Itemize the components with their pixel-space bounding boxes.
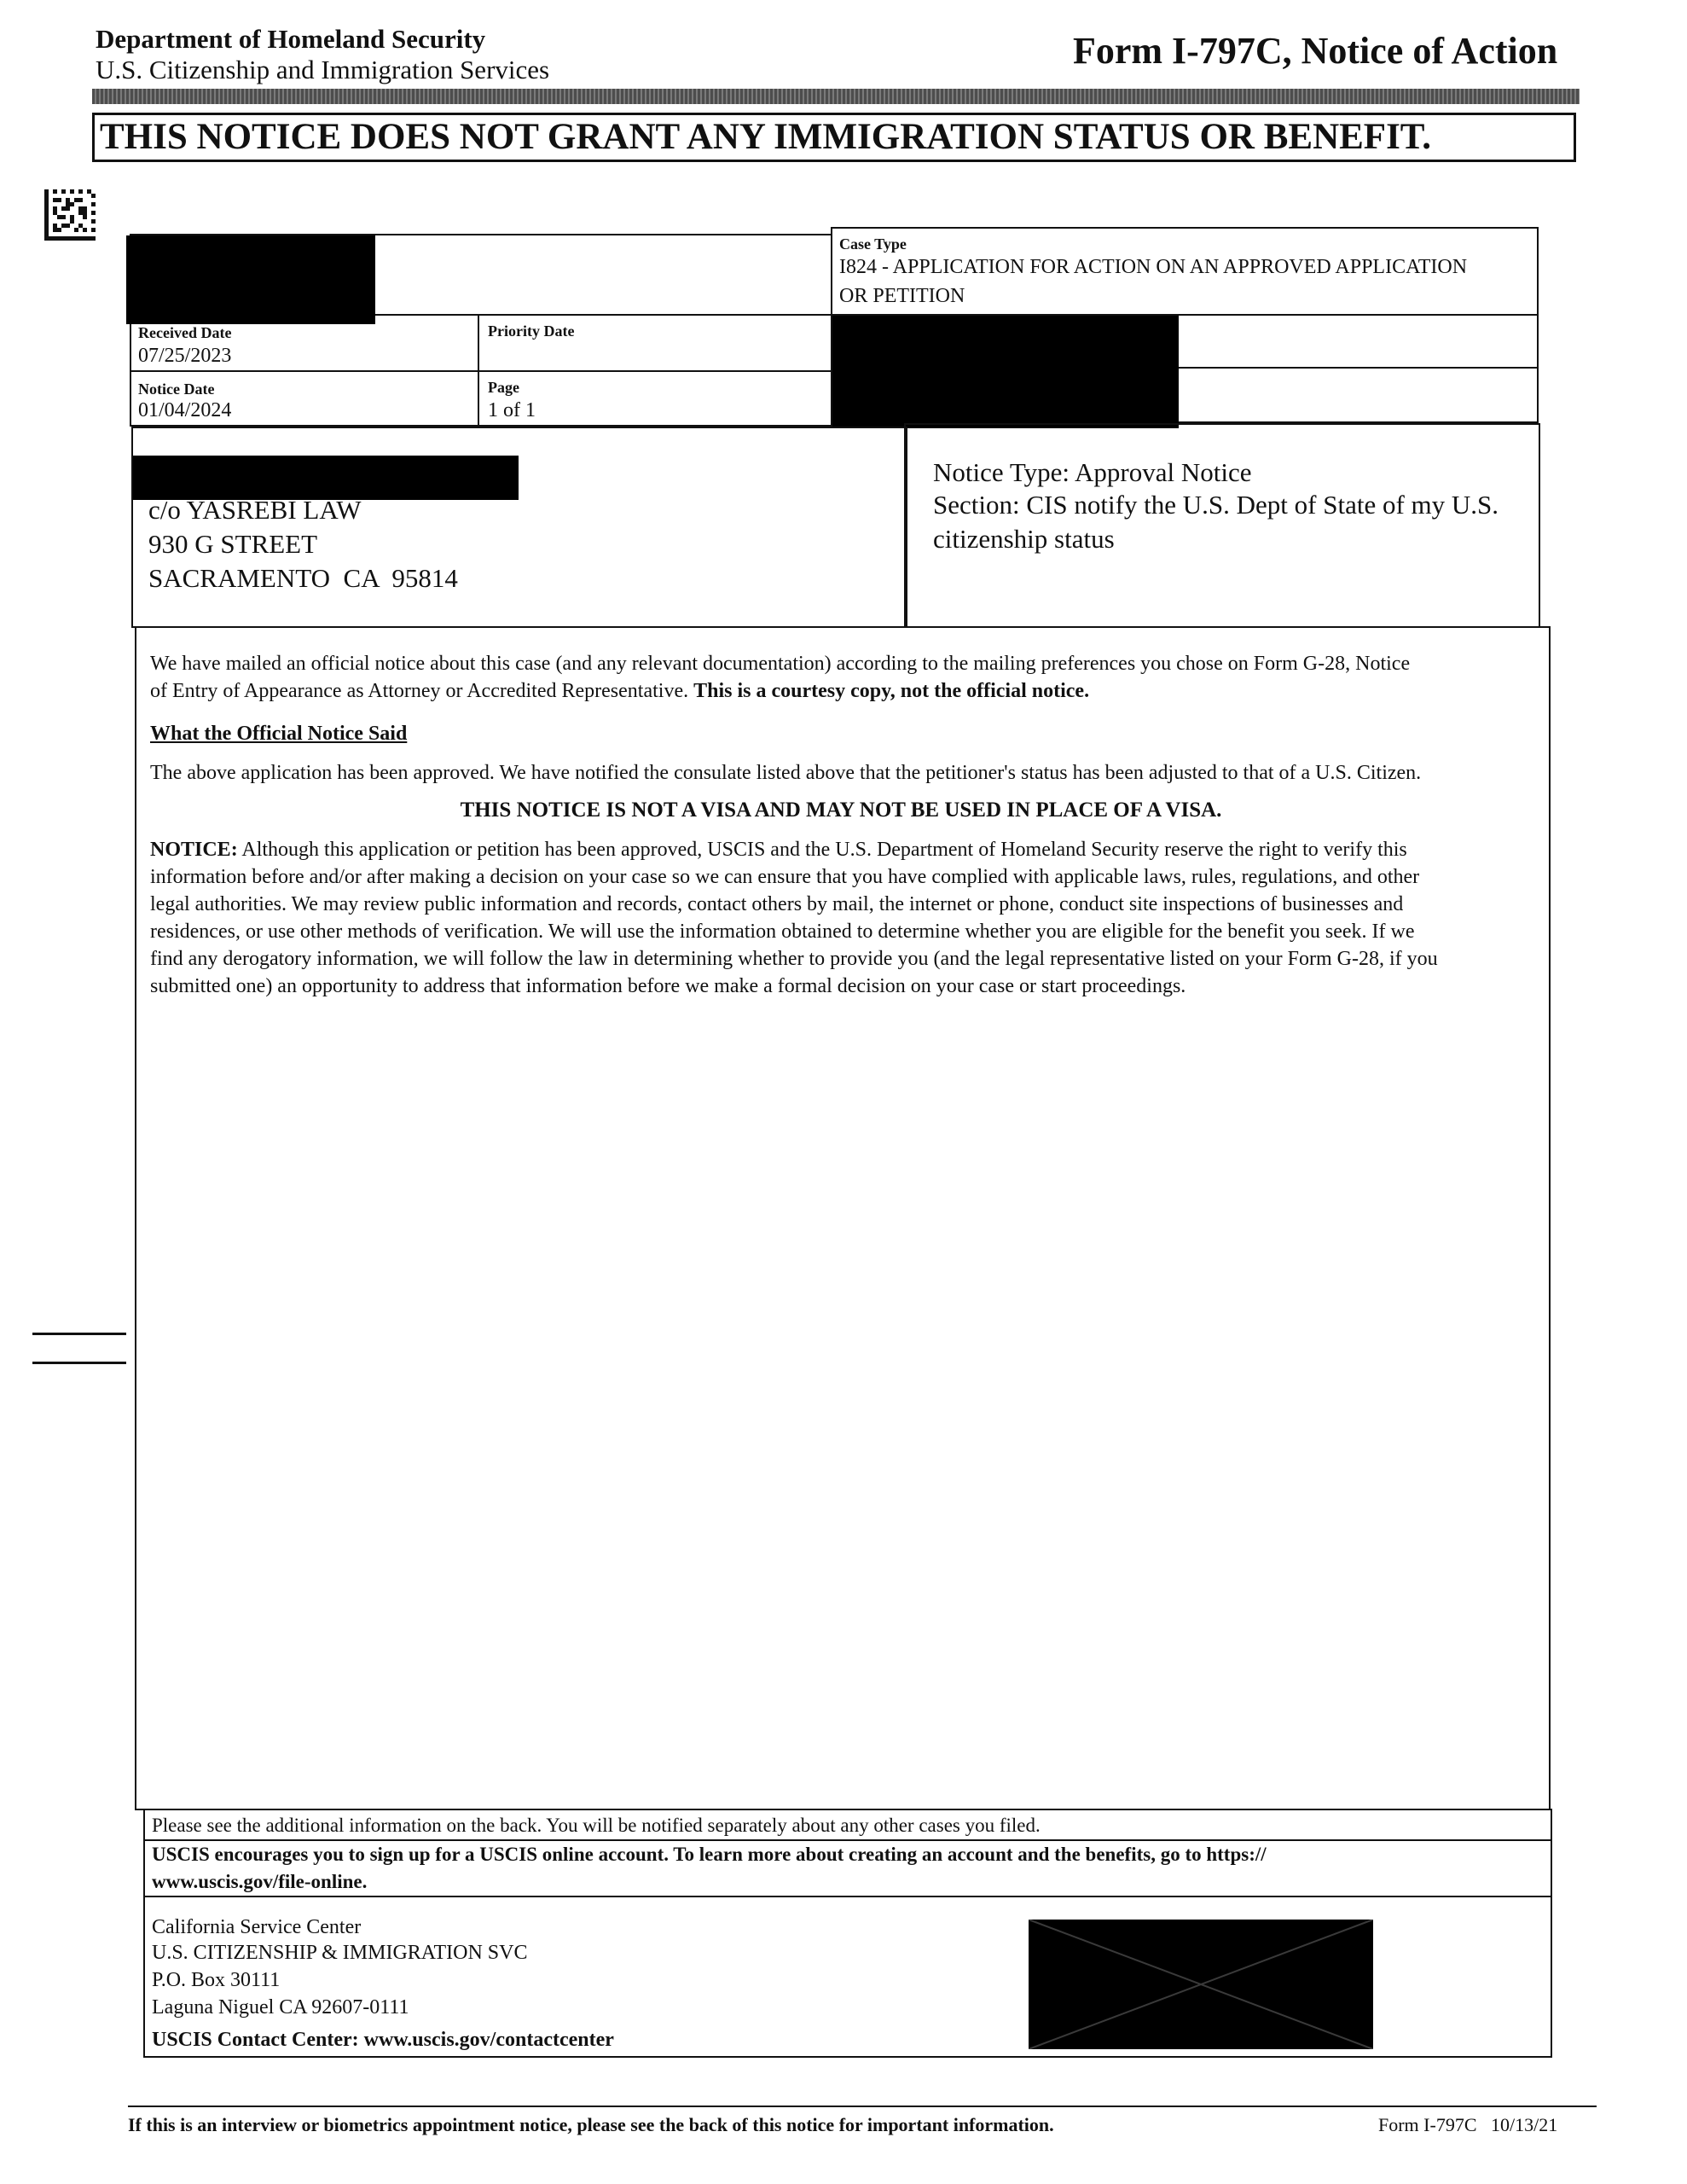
margin-mark-lower [32, 1362, 126, 1364]
online-account-line2: www.uscis.gov/file-online. [152, 1871, 368, 1892]
section-heading: What the Official Notice Said [150, 723, 408, 745]
approval-statement: The above application has been approved. We have notified the consulate listed above that the petitioner's status has been adjusted to that of a U.S. Citizen. [150, 762, 1422, 784]
service-center-line1: California Service Center [152, 1916, 362, 1938]
notice-section-line1: Section: CIS notify the U.S. Dept of State of my U.S. [933, 490, 1499, 520]
verification-line6: submitted one) an opportunity to address that information before we make a formal decision on your case or start proceedings. [150, 975, 1186, 997]
notice-date-label: Notice Date [138, 380, 215, 398]
notice-section-line2: citizenship status [933, 524, 1115, 554]
department-name: Department of Homeland Security [96, 24, 486, 54]
bottom-rule [128, 2106, 1597, 2107]
notice-label: NOTICE: [150, 839, 238, 861]
agency-name: U.S. Citizenship and Immigration Services [96, 55, 550, 84]
case-type-line1: I824 - APPLICATION FOR ACTION ON AN APPROVED APPLICATION [839, 256, 1468, 278]
courtesy-copy-emphasis: This is a courtesy copy, not the official notice. [693, 680, 1090, 702]
courtesy-copy-line2 [150, 677, 1523, 705]
form-edition: Form I-797C 10/13/21 [1378, 2114, 1558, 2135]
additional-info-text: Please see the additional information on the back. You will be notified separately about any other cases you filed. [152, 1815, 1041, 1836]
verification-line3: legal authorities. We may review public information and records, contact others by mail, the internet or phone, conduct site inspections of businesses and [150, 893, 1404, 915]
received-date-label: Received Date [138, 324, 232, 341]
service-center-line3: P.O. Box 30111 [152, 1969, 281, 1991]
service-center-line2: U.S. CITIZENSHIP & IMMIGRATION SVC [152, 1942, 528, 1964]
redacted-recipient-name [133, 456, 519, 500]
address-line3: SACRAMENTO CA 95814 [148, 563, 458, 593]
notice-text-1: Although this application or petition has been approved, USCIS and the U.S. Department of Homeland Security reserve the right to verify this [241, 839, 1407, 861]
margin-mark-upper [32, 1333, 126, 1335]
case-type-label: Case Type [839, 235, 907, 253]
status-disclaimer-banner: THIS NOTICE DOES NOT GRANT ANY IMMIGRATION STATUS OR BENEFIT. [92, 113, 1576, 162]
received-date: 07/25/2023 [138, 345, 232, 367]
visa-warning: THIS NOTICE IS NOT A VISA AND MAY NOT BE USED IN PLACE OF A VISA. [460, 799, 1222, 822]
appointment-note: If this is an interview or biometrics appointment notice, please see the back of this notice for important information. [128, 2114, 1054, 2135]
verification-line1 [150, 836, 1549, 863]
form-title: Form I-797C, Notice of Action [1073, 30, 1558, 72]
address-line2: 930 G STREET [148, 529, 318, 559]
contact-center: USCIS Contact Center: www.uscis.gov/contactcenter [152, 2029, 614, 2051]
datamatrix-barcode-icon [44, 189, 96, 241]
redacted-barcode-icon [1029, 1920, 1373, 2049]
online-account-line1: USCIS encourages you to sign up for a USCIS online account. To learn more about creating an account and the benefits, go to https:// [152, 1844, 1267, 1865]
verification-line4: residences, or use other methods of verification. We will use the information obtained to determine whether you are eligible for the benefit you seek. If we [150, 921, 1415, 943]
notice-type: Notice Type: Approval Notice [933, 457, 1252, 487]
page-label: Page [488, 379, 519, 396]
verification-line5: find any derogatory information, we will follow the law in determining whether to provide you (and the legal representative listed on your Form G-28, if you [150, 948, 1438, 970]
courtesy-copy-text: of Entry of Appearance as Attorney or Accredited Representative. [150, 680, 689, 702]
verification-notice [150, 836, 1549, 1000]
header-rule [92, 89, 1580, 104]
service-center-line4: Laguna Niguel CA 92607-0111 [152, 1996, 409, 2018]
courtesy-copy-line1: We have mailed an official notice about this case (and any relevant documentation) according to the mailing preferences you chose on Form G-28, Notice [150, 653, 1411, 675]
case-type-line2: OR PETITION [839, 285, 965, 307]
redacted-name [126, 235, 375, 324]
verification-line2: information before and/or after making a decision on your case so we can ensure that you have complied with applicable laws, rules, regulations, and other [150, 866, 1420, 888]
notice-date: 01/04/2024 [138, 399, 232, 421]
priority-date-label: Priority Date [488, 322, 575, 340]
redacted-receipt-number [832, 316, 1179, 428]
address-line1: c/o YASREBI LAW [148, 495, 362, 525]
page-number: 1 of 1 [488, 399, 536, 421]
